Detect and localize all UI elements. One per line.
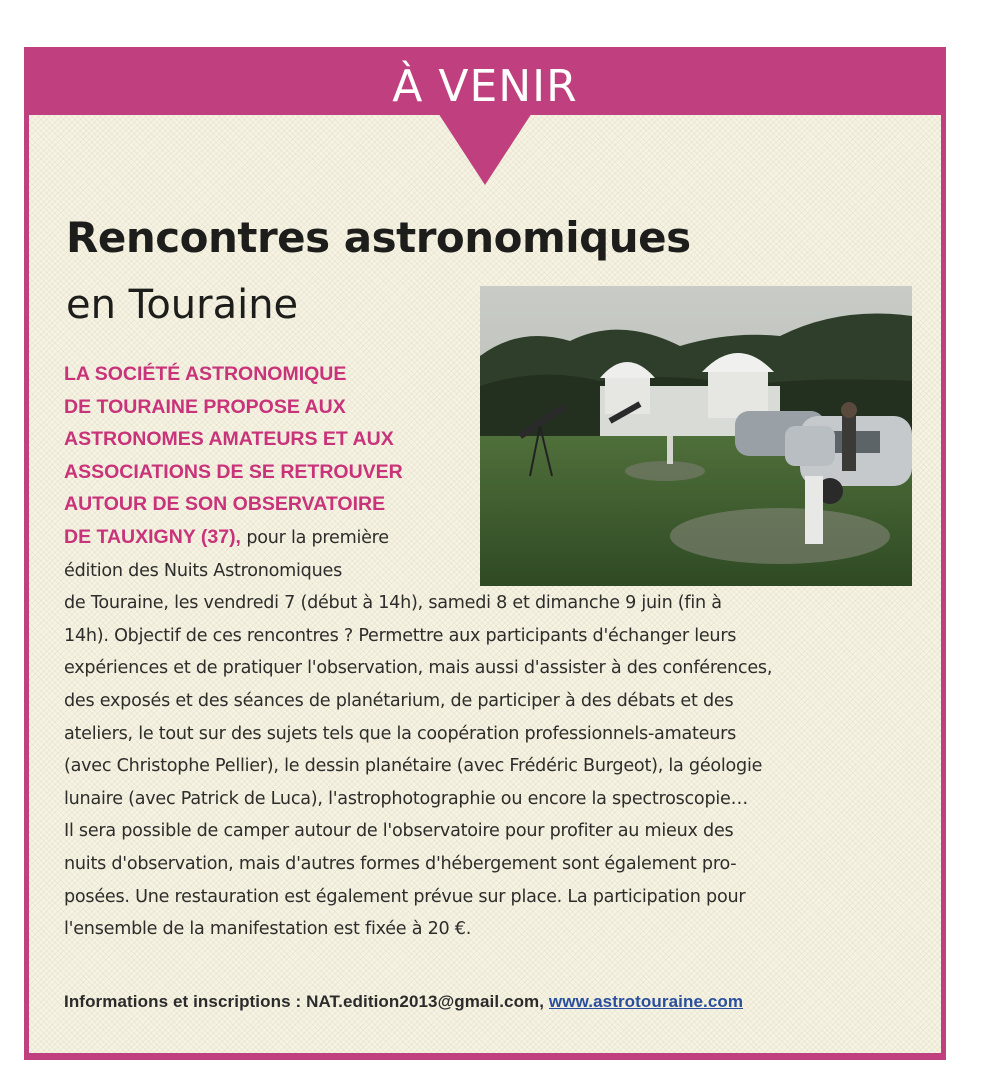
body-line: édition des Nuits Astronomiques	[64, 560, 342, 581]
body-line: ateliers, le tout sur des sujets tels que la coopération professionnels-amateurs	[64, 723, 737, 744]
body-line: nuits d'observation, mais d'autres formes d'hébergement sont également pro-	[64, 853, 737, 874]
body-line: des exposés et des séances de planétarium, de participer à des débats et des	[64, 690, 734, 711]
lead-line: ASTRONOMES AMATEURS ET AUX	[64, 428, 394, 451]
lead-line: LA SOCIÉTÉ ASTRONOMIQUE	[64, 363, 347, 385]
article-headline: Rencontres astronomiques	[66, 213, 691, 262]
lead-line: ASSOCIATIONS DE SE RETROUVER	[64, 460, 403, 483]
lead-line: DE TAUXIGNY (37),	[64, 525, 241, 548]
lead-line: AUTOUR DE SON OBSERVATOIRE	[64, 493, 386, 516]
banner-title: À VENIR	[392, 61, 578, 112]
body-line: posées. Une restauration est également prévue sur place. La participation pour	[64, 886, 746, 907]
body-line: expériences et de pratiquer l'observation, mais aussi d'assister à des conférences,	[64, 658, 773, 679]
lead-last-line	[64, 521, 894, 555]
lead-line: DE TOURAINE PROPOSE AUX	[64, 395, 346, 418]
body-line: Il sera possible de camper autour de l'observatoire pour profiter au mieux des	[64, 821, 734, 842]
article-subhead: en Touraine	[66, 282, 299, 328]
body-line: l'ensemble de la manifestation est fixée à 20 €.	[64, 919, 472, 940]
footer-label: Informations et inscriptions : NAT.edition2013@gmail.com,	[64, 992, 545, 1011]
body-line: (avec Christophe Pellier), le dessin planétaire (avec Frédéric Burgeot), la géologie	[64, 756, 763, 777]
body-line: 14h). Objectif de ces rencontres ? Permettre aux participants d'échanger leurs	[64, 625, 737, 646]
body-line: lunaire (avec Patrick de Luca), l'astrophotographie ou encore la spectroscopie…	[64, 788, 748, 809]
body-line: de Touraine, les vendredi 7 (début à 14h), samedi 8 et dimanche 9 juin (fin à	[64, 593, 722, 614]
lead-continuation: pour la première	[240, 527, 389, 548]
article-body	[64, 358, 894, 946]
footer-info	[64, 992, 743, 1012]
website-link[interactable]: www.astrotouraine.com	[548, 992, 744, 1011]
